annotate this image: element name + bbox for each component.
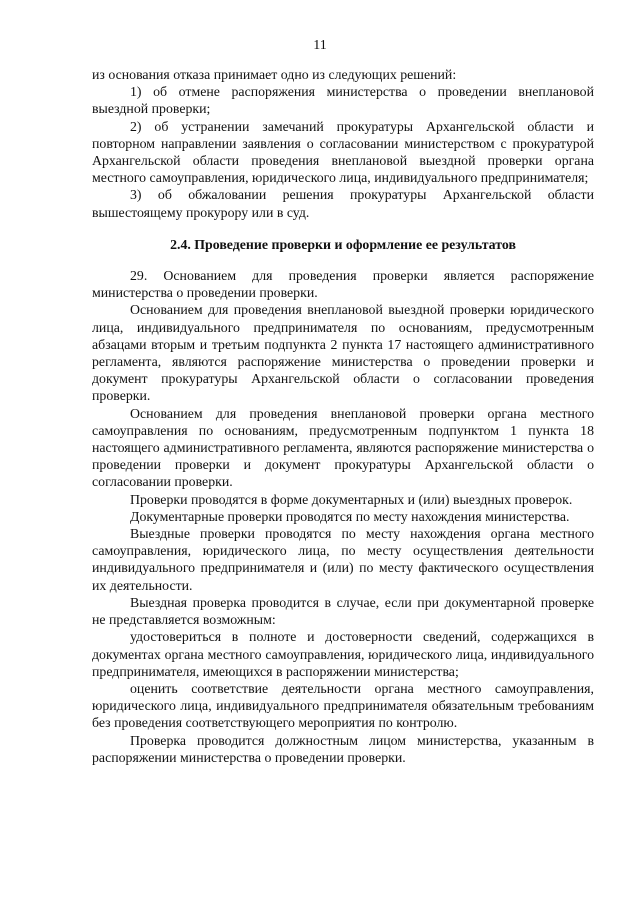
decision-item-2: 2) об устранении замечаний прокуратуры Архангельской области и повторном направлении заявления о согласовании министерством с прокуратурой Архангельской области проведения внеплановой выездной проверки органа местного самоуправления, юридического лица, индивидуального предпринимателя; <box>92 118 594 186</box>
paragraph-assess-compliance: оценить соответствие деятельности органа местного самоуправления, юридического лица, индивидуального предпринимателя обязательным требованиям без проведения соответствующего мероприятия по контролю. <box>92 680 594 731</box>
decision-item-3: 3) об обжаловании решения прокуратуры Архангельской области вышестоящему прокурору или в суд. <box>92 187 594 220</box>
page-number: 11 <box>313 38 327 53</box>
paragraph-unscheduled-inspection-basis: Основанием для проведения внеплановой выездной проверки юридического лица, индивидуального предпринимателя по основаниям, предусмотренным абзацами вторым и третьим подпункта 2 пункта 17 настоящего административного регламента, являются распоряжение министерства о проведении проверки и документ прокуратуры Архангельской области о согласовании проведения проверки. <box>92 302 594 404</box>
paragraph-inspection-official: Проверка проводится должностным лицом министерства, указанным в распоряжении министерства о проведении проверки. <box>92 732 594 765</box>
paragraph-continuation: из основания отказа принимает одно из следующих решений: <box>92 67 457 82</box>
paragraph-verify-information: удостовериться в полноте и достоверности сведений, содержащихся в документах органа местного самоуправления, юридического лица, индивидуального предпринимателя, имеющихся в распоряжении министерства; <box>92 629 594 679</box>
paragraph-inspection-forms: Проверки проводятся в форме документарных и (или) выездных проверок. <box>130 491 573 507</box>
paragraph-documentary-inspections: Документарные проверки проводятся по месту нахождения министерства. <box>130 508 570 524</box>
decision-item-1: 1) об отмене распоряжения министерства о проведении внеплановой выездной проверки; <box>92 84 594 117</box>
paragraph-field-inspection-conditions: Выездная проверка проводится в случае, если при документарной проверке не представляется возможным: <box>92 594 594 628</box>
paragraph-29: 29. Основанием для проведения проверки является распоряжение министерства о проведении проверки. <box>92 268 594 301</box>
section-heading: 2.4. Проведение проверки и оформление ее результатов <box>170 236 516 252</box>
document-body <box>92 66 594 766</box>
paragraph-local-government-basis: Основанием для проведения внеплановой проверки органа местного самоуправления по основаниям, предусмотренным подпунктом 1 пункта 18 настоящего административного регламента, являются распоряжение министерства о проведении проверки и документ прокуратуры Архангельской области о согласовании проверки. <box>92 405 594 490</box>
paragraph-field-inspections: Выездные проверки проводятся по месту нахождения органа местного самоуправления, юридического лица, по месту осуществления деятельности индивидуального предпринимателя и (или) по месту фактического осуществления их деятельности. <box>92 526 594 593</box>
